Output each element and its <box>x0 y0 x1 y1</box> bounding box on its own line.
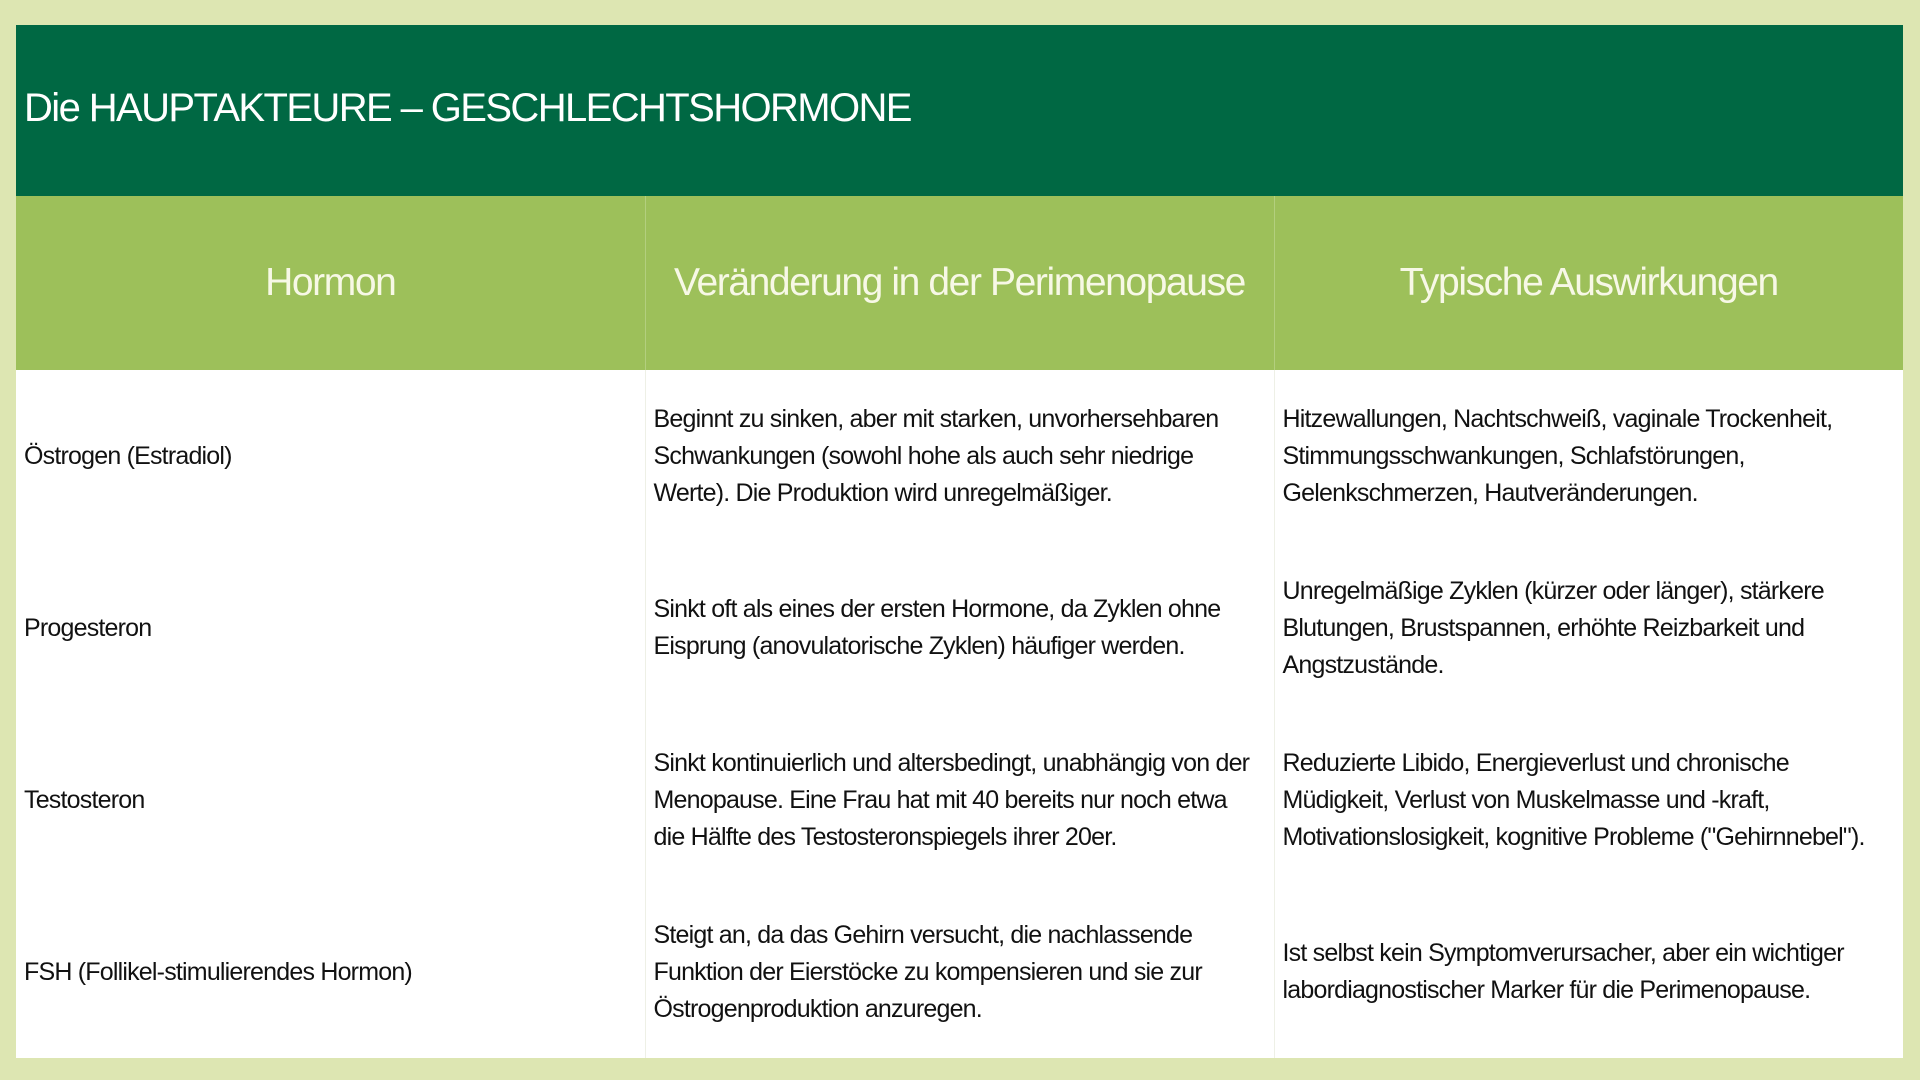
table-row <box>16 886 1903 1058</box>
table-row <box>16 370 1903 542</box>
slide-title: Die HAUPTAKTEURE – GESCHLECHTSHORMONE <box>24 86 911 130</box>
table-row <box>16 542 1903 714</box>
cell-effects: Ist selbst kein Symptomverursacher, aber ein wichtiger labordiagnostischer Marker für die Perimenopause. <box>1274 886 1903 1058</box>
cell-effects: Hitzewallungen, Nachtschweiß, vaginale Trockenheit, Stimmungsschwankungen, Schlafstörungen, Gelenkschmerzen, Hautveränderungen. <box>1274 370 1903 542</box>
cell-change: Beginnt zu sinken, aber mit starken, unvorhersehbaren Schwankungen (sowohl hohe als auch sehr niedrige Werte). Die Produktion wird unregelmäßiger. <box>645 370 1274 542</box>
hormone-table <box>16 196 1903 1058</box>
header-hormone: Hormon <box>16 196 645 370</box>
header-row <box>16 196 1903 370</box>
cell-hormone: Östrogen (Estradiol) <box>16 370 645 542</box>
cell-change: Sinkt kontinuierlich und altersbedingt, unabhängig von der Menopause. Eine Frau hat mit 40 bereits nur noch etwa die Hälfte des Testosteronspiegels ihrer 20er. <box>645 714 1274 886</box>
cell-hormone: Testosteron <box>16 714 645 886</box>
cell-hormone: FSH (Follikel-stimulierendes Hormon) <box>16 886 645 1058</box>
cell-effects: Unregelmäßige Zyklen (kürzer oder länger), stärkere Blutungen, Brustspannen, erhöhte Reizbarkeit und Angstzustände. <box>1274 542 1903 714</box>
cell-effects: Reduzierte Libido, Energieverlust und chronische Müdigkeit, Verlust von Muskelmasse und -kraft, Motivationslosigkeit, kognitive Probleme ("Gehirnnebel"). <box>1274 714 1903 886</box>
cell-change: Steigt an, da das Gehirn versucht, die nachlassende Funktion der Eierstöcke zu kompensieren und sie zur Östrogenproduktion anzuregen. <box>645 886 1274 1058</box>
title-bar <box>16 25 1903 196</box>
slide <box>16 25 1903 1058</box>
header-effects: Typische Auswirkungen <box>1274 196 1903 370</box>
cell-hormone: Progesteron <box>16 542 645 714</box>
cell-change: Sinkt oft als eines der ersten Hormone, da Zyklen ohne Eisprung (anovulatorische Zyklen) häufiger werden. <box>645 542 1274 714</box>
table-row <box>16 714 1903 886</box>
header-change: Veränderung in der Perimenopause <box>645 196 1274 370</box>
